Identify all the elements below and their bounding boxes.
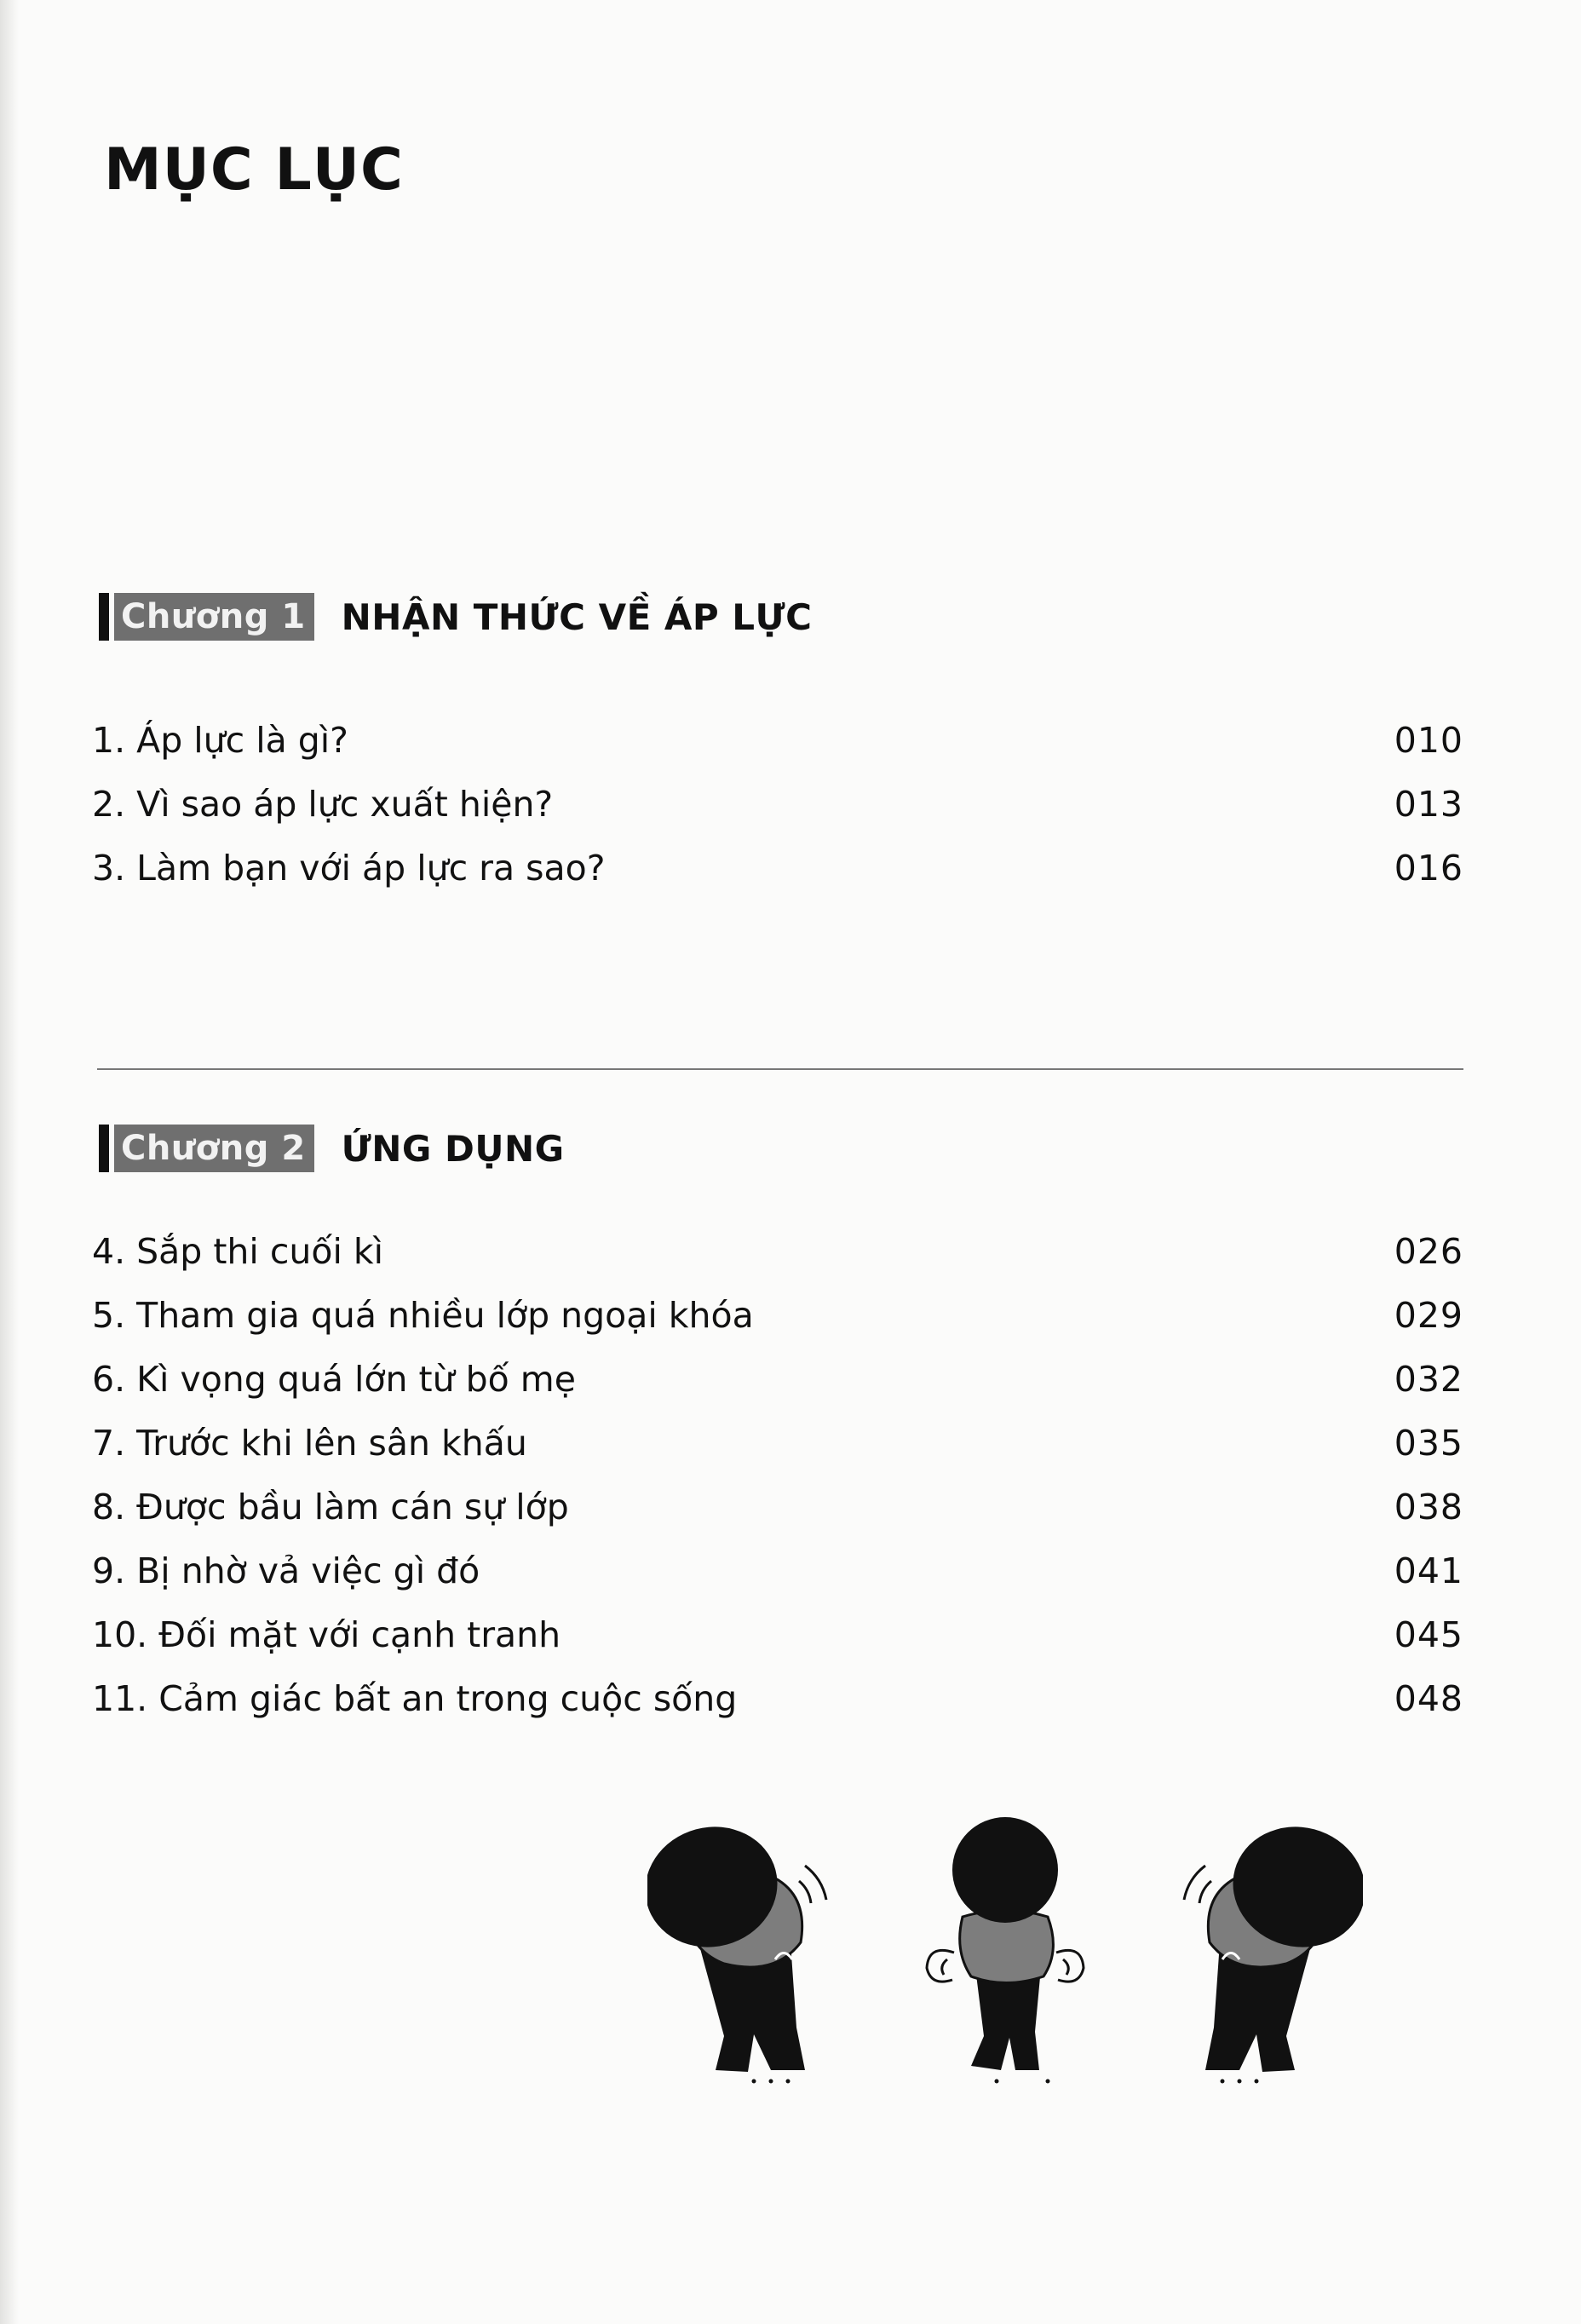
stretching-kids-illustration bbox=[647, 1815, 1363, 2096]
toc-entry[interactable] bbox=[92, 720, 1463, 784]
toc-entry-title: 6. Kì vọng quá lớn từ bố mẹ bbox=[92, 1359, 576, 1400]
toc-entry[interactable] bbox=[92, 1487, 1463, 1550]
page-edge-shadow bbox=[0, 0, 19, 2324]
page-title: MỤC LỤC bbox=[104, 136, 404, 204]
toc-entry-title: 3. Làm bạn với áp lực ra sao? bbox=[92, 848, 606, 889]
toc-entry-page: 038 bbox=[1394, 1487, 1463, 1527]
toc-entry[interactable] bbox=[92, 1550, 1463, 1614]
toc-entry-page: 035 bbox=[1394, 1423, 1463, 1464]
toc-entry[interactable] bbox=[92, 1359, 1463, 1423]
toc-entry-title: 8. Được bầu làm cán sự lớp bbox=[92, 1487, 569, 1527]
chapter-2-title: ỨNG DỤNG bbox=[341, 1127, 565, 1170]
toc-entry[interactable] bbox=[92, 1614, 1463, 1678]
chapter-1-toc-list bbox=[92, 720, 1463, 912]
chapter-2-heading bbox=[99, 1123, 565, 1174]
toc-entry[interactable] bbox=[92, 1295, 1463, 1359]
child-illustration-right bbox=[1184, 1815, 1363, 2084]
toc-entry-page: 013 bbox=[1394, 784, 1463, 825]
chapter-marker-bar bbox=[99, 593, 109, 641]
chapter-marker-bar bbox=[99, 1125, 109, 1172]
toc-entry[interactable] bbox=[92, 1423, 1463, 1487]
toc-entry-page: 029 bbox=[1394, 1295, 1463, 1336]
toc-entry-title: 4. Sắp thi cuối kì bbox=[92, 1231, 384, 1272]
toc-entry-title: 9. Bị nhờ vả việc gì đó bbox=[92, 1550, 480, 1591]
toc-entry[interactable] bbox=[92, 848, 1463, 912]
toc-entry-page: 045 bbox=[1394, 1614, 1463, 1655]
child-illustration-middle bbox=[927, 1817, 1084, 2084]
toc-entry-page: 041 bbox=[1394, 1550, 1463, 1591]
toc-entry-page: 026 bbox=[1394, 1231, 1463, 1272]
toc-entry-title: 10. Đối mặt với cạnh tranh bbox=[92, 1614, 561, 1655]
toc-entry-title: 5. Tham gia quá nhiều lớp ngoại khóa bbox=[92, 1295, 754, 1336]
chapter-2-toc-list bbox=[92, 1231, 1463, 1742]
child-illustration-left bbox=[647, 1815, 826, 2084]
chapter-divider bbox=[97, 1068, 1463, 1070]
chapter-1-heading bbox=[99, 591, 812, 642]
chapter-1-label: Chương 1 bbox=[114, 593, 314, 641]
toc-entry-title: 7. Trước khi lên sân khấu bbox=[92, 1423, 527, 1464]
chapter-2-label: Chương 2 bbox=[114, 1125, 314, 1172]
toc-entry[interactable] bbox=[92, 1231, 1463, 1295]
toc-entry-page: 010 bbox=[1394, 720, 1463, 761]
toc-entry-page: 016 bbox=[1394, 848, 1463, 889]
toc-entry[interactable] bbox=[92, 784, 1463, 848]
toc-entry-title: 11. Cảm giác bất an trong cuộc sống bbox=[92, 1678, 738, 1719]
toc-entry-page: 048 bbox=[1394, 1678, 1463, 1719]
chapter-1-title: NHẬN THỨC VỀ ÁP LỰC bbox=[341, 595, 813, 638]
toc-entry-title: 2. Vì sao áp lực xuất hiện? bbox=[92, 784, 554, 825]
toc-entry-title: 1. Áp lực là gì? bbox=[92, 720, 348, 761]
toc-entry[interactable] bbox=[92, 1678, 1463, 1742]
toc-entry-page: 032 bbox=[1394, 1359, 1463, 1400]
